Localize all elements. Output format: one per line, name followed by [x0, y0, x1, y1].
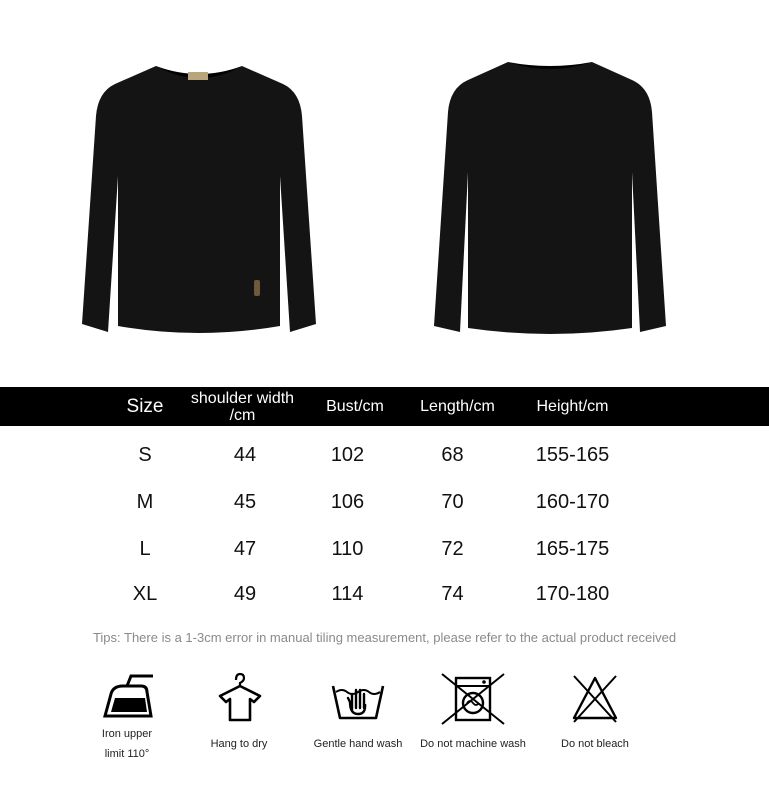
cell-length: 68	[441, 443, 464, 466]
care-label: Hang to dry	[210, 738, 268, 750]
header-bust: Bust/cm	[326, 397, 384, 415]
care-label: Do not bleach	[561, 738, 629, 750]
care-item-iron	[72, 672, 182, 764]
header-length: Length/cm	[420, 397, 495, 415]
hanger-icon	[216, 672, 262, 724]
cell-bust: 106	[330, 490, 365, 513]
table-row	[0, 534, 769, 564]
care-label-line1: Iron upper	[101, 728, 153, 740]
cell-height: 170-180	[535, 582, 610, 605]
care-item-hang	[184, 672, 294, 754]
header-size: Size	[126, 395, 164, 417]
care-label-line2: limit 110°	[104, 748, 150, 760]
care-item-no-bleach	[540, 672, 650, 754]
measurement-tips: Tips: There is a 1-3cm error in manual tiling measurement, please refer to the actual product received	[92, 630, 677, 645]
cell-size: XL	[132, 582, 158, 605]
table-row	[0, 440, 769, 470]
hand-wash-icon	[330, 672, 386, 724]
header-height: Height/cm	[536, 397, 609, 415]
header-shoulder-line2: /cm	[229, 406, 256, 424]
cell-length: 74	[441, 582, 464, 605]
care-item-no-machine-wash	[418, 672, 528, 754]
cell-size: L	[139, 537, 151, 560]
header-shoulder-width	[180, 387, 305, 426]
sweater-front-image	[78, 56, 320, 338]
care-item-hand-wash	[303, 672, 413, 754]
product-photos	[0, 0, 769, 380]
size-table-header	[0, 387, 769, 426]
table-row	[0, 487, 769, 517]
cell-shoulder: 47	[233, 537, 257, 560]
cell-length: 72	[441, 537, 464, 560]
cell-size: M	[136, 490, 154, 513]
cell-height: 160-170	[535, 490, 610, 513]
care-label: Gentle hand wash	[313, 738, 403, 750]
cell-bust: 114	[331, 582, 364, 605]
cell-height: 155-165	[535, 443, 610, 466]
cell-shoulder: 49	[233, 582, 257, 605]
care-label: Do not machine wash	[420, 738, 526, 750]
cell-size: S	[138, 443, 152, 466]
no-bleach-icon	[570, 672, 620, 726]
cell-shoulder: 45	[233, 490, 257, 513]
no-machine-wash-icon	[440, 672, 506, 726]
cell-bust: 110	[331, 537, 364, 560]
table-row	[0, 579, 769, 609]
sweater-back-image	[432, 56, 668, 338]
cell-shoulder: 44	[233, 443, 257, 466]
cell-height: 165-175	[535, 537, 610, 560]
iron-icon	[97, 672, 157, 722]
cell-length: 70	[441, 490, 464, 513]
header-shoulder-line1: shoulder width	[190, 389, 295, 407]
cell-bust: 102	[330, 443, 365, 466]
